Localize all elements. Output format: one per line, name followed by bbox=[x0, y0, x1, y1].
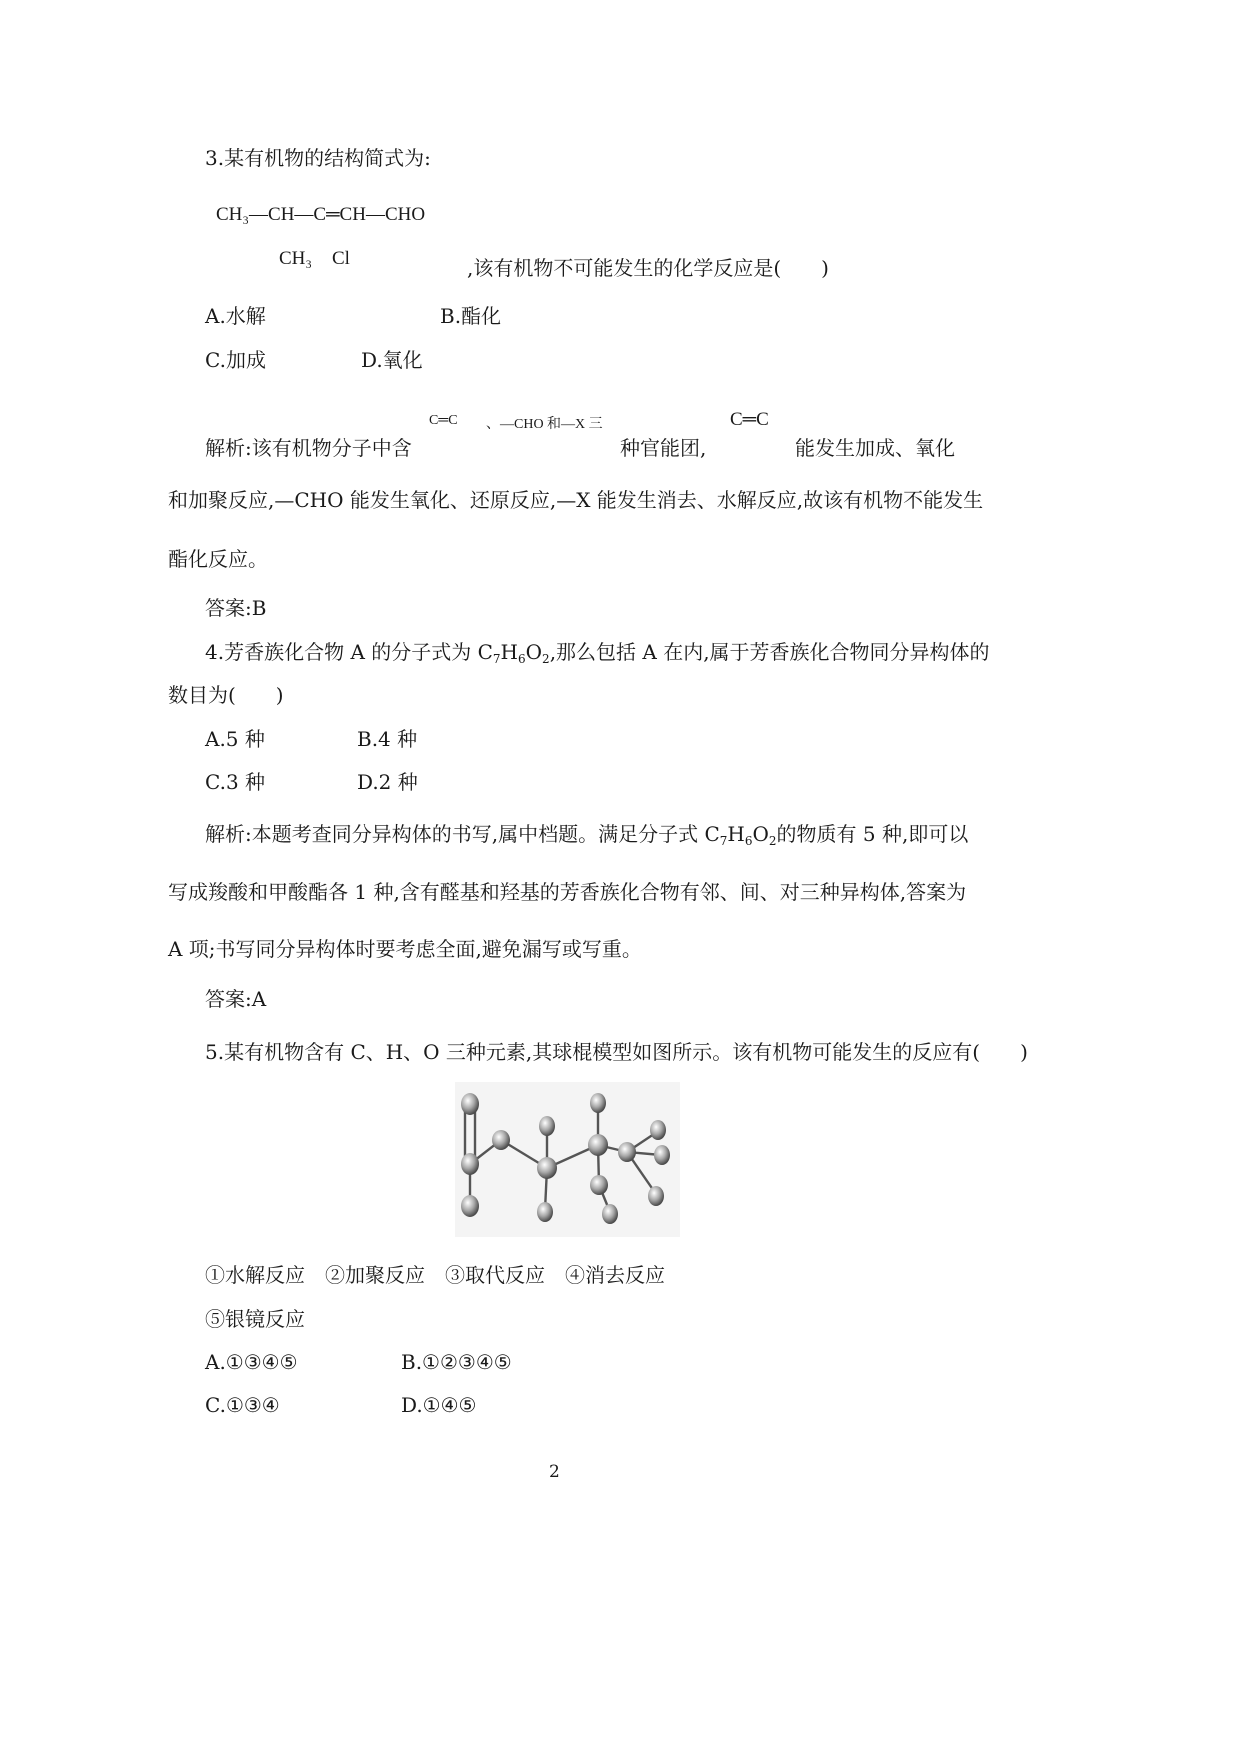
q4-option-a: A.5 种 bbox=[205, 727, 265, 751]
q4-an-o-letter: O bbox=[752, 822, 769, 846]
q3-option-b: B.酯化 bbox=[440, 304, 502, 328]
q4-analysis-line1 bbox=[205, 822, 968, 853]
q3-analysis-part2: 种官能团, bbox=[620, 436, 707, 460]
q4-analysis-line3: A 项;书写同分异构体时要考虑全面,避免漏写或写重。 bbox=[168, 937, 642, 961]
q4-option-c: C.3 种 bbox=[205, 770, 266, 794]
q5-reactions-line2: ⑤银镜反应 bbox=[205, 1307, 305, 1331]
q4-sub-o: 2 bbox=[542, 652, 550, 666]
q3-answer: 答案:B bbox=[205, 596, 267, 620]
q3-analysis-line2: 和加聚反应,—CHO 能发生氧化、还原反应,—X 能发生消去、水解反应,故该有机物不能发生 bbox=[168, 488, 984, 512]
q3-stem-tail: ,该有机物不可能发生的化学反应是( ) bbox=[467, 256, 829, 280]
q4-an-sub-c: 7 bbox=[719, 834, 728, 848]
q4-an-sub-h: 6 bbox=[744, 834, 753, 848]
q4-sub-h: 6 bbox=[518, 652, 526, 666]
q4-option-b: B.4 种 bbox=[357, 727, 418, 751]
q4-an-sub-o: 2 bbox=[768, 834, 777, 848]
ball-and-stick-svg bbox=[455, 1082, 680, 1237]
q3-formula-cl: Cl bbox=[332, 248, 350, 269]
q5-option-d: D.①④⑤ bbox=[401, 1393, 477, 1417]
q4-stem-post: ,那么包括 A 在内,属于芳香族化合物同分异构体的 bbox=[549, 640, 990, 664]
q3-formula-ch3: CH₃ bbox=[279, 248, 313, 269]
q3-analysis-line3: 酯化反应。 bbox=[168, 547, 268, 571]
q4-analysis-pre: 解析:本题考查同分异构体的书写,属中档题。满足分子式 C bbox=[205, 822, 720, 846]
q3-cc-label-1: C═C bbox=[429, 413, 458, 428]
q3-formula-main: CH₃—CH—C═CH—CHO bbox=[216, 204, 426, 225]
q4-option-d: D.2 种 bbox=[357, 770, 418, 794]
q4-stem bbox=[205, 640, 990, 671]
q3-analysis-groups: 、—CHO 和—X 三 bbox=[486, 417, 603, 432]
q5-option-b: B.①②③④⑤ bbox=[401, 1350, 512, 1374]
q4-stem-line2: 数目为( ) bbox=[168, 683, 284, 707]
q3-option-c: C.加成 bbox=[205, 348, 266, 372]
q3-option-d: D.氧化 bbox=[361, 348, 423, 372]
q3-option-a: A.水解 bbox=[205, 304, 266, 328]
ball-and-stick-model bbox=[455, 1082, 680, 1237]
q3-analysis-part1: 解析:该有机物分子中含 bbox=[205, 436, 412, 460]
q5-option-a: A.①③④⑤ bbox=[205, 1350, 298, 1374]
q3-cc-label-2: C═C bbox=[730, 409, 769, 430]
q4-h-letter: H bbox=[500, 640, 518, 664]
q4-answer: 答案:A bbox=[205, 987, 267, 1011]
q4-analysis-line2: 写成羧酸和甲酸酯各 1 种,含有醛基和羟基的芳香族化合物有邻、间、对三种异构体,答案为 bbox=[168, 880, 967, 904]
q4-sub-c: 7 bbox=[492, 652, 501, 666]
page-number: 2 bbox=[549, 1462, 560, 1482]
q4-stem-pre: 4.芳香族化合物 A 的分子式为 C bbox=[205, 640, 493, 664]
q5-option-c: C.①③④ bbox=[205, 1393, 280, 1417]
q5-stem: 5.某有机物含有 C、H、O 三种元素,其球棍模型如图所示。该有机物可能发生的反应有( ) bbox=[205, 1040, 1028, 1064]
q4-o-letter: O bbox=[525, 640, 543, 664]
q3-analysis-part3: 能发生加成、氧化 bbox=[795, 436, 955, 460]
q3-stem: 3.某有机物的结构简式为: bbox=[205, 146, 431, 170]
q4-analysis-post: 的物质有 5 种,即可以 bbox=[776, 822, 969, 846]
q5-reactions-line1: ①水解反应 ②加聚反应 ③取代反应 ④消去反应 bbox=[205, 1263, 665, 1287]
q4-an-h-letter: H bbox=[727, 822, 745, 846]
